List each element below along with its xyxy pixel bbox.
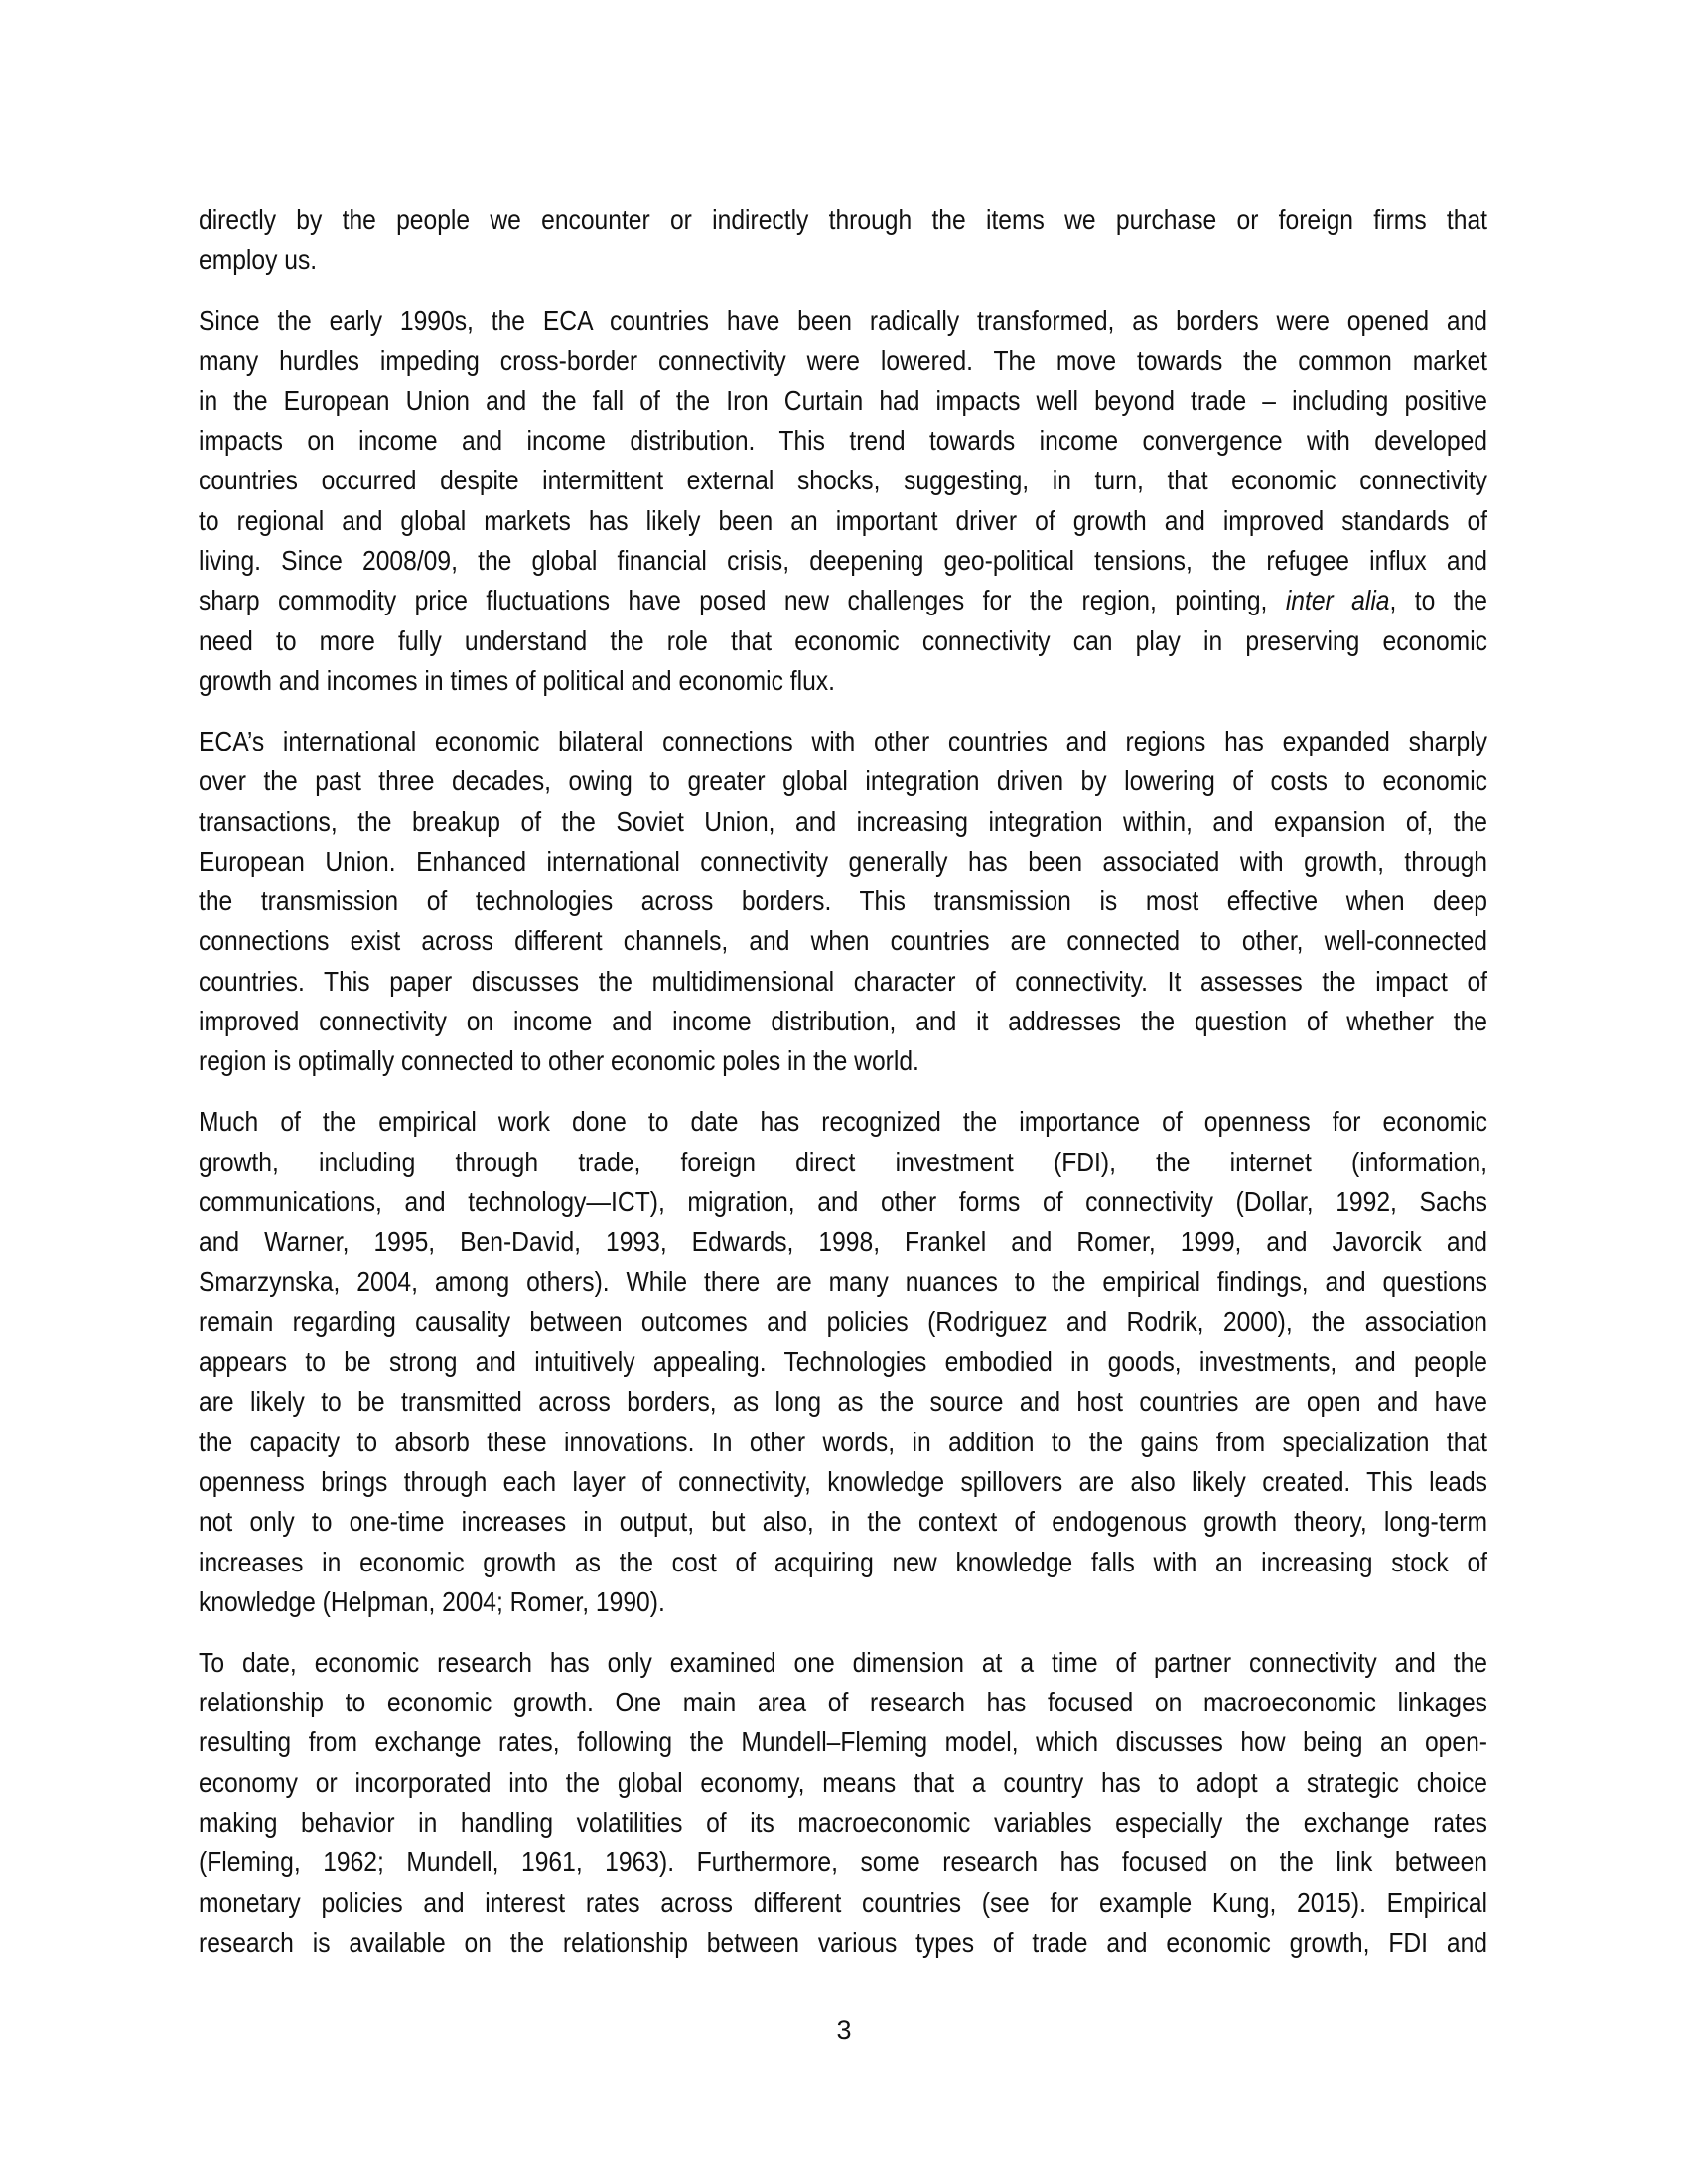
text-line: many hurdles impeding cross-border connectivity were lowered. The move towards the common market (199, 344, 1487, 376)
text-line: countries occurred despite intermittent external shocks, suggesting, in turn, that economic connectivity (199, 465, 1487, 496)
paragraph-3 (199, 722, 1487, 1082)
text-line: living. Since 2008/09, the global financial crisis, deepening geo-political tensions, the refugee influx and (199, 545, 1487, 577)
text-line: Smarzynska, 2004, among others). While there are many nuances to the empirical findings, and questions (199, 1266, 1487, 1297)
text-line: growth, including through trade, foreign direct investment (FDI), the internet (information, (199, 1146, 1487, 1177)
paragraph-5 (199, 1643, 1487, 1963)
text-line: Much of the empirical work done to date has recognized the importance of openness for economic (199, 1106, 1487, 1138)
text-line: (Fleming, 1962; Mundell, 1961, 1963). Furthermore, some research has focused on the link between (199, 1846, 1487, 1878)
text-line: monetary policies and interest rates across different countries (see for example Kung, 2015). Empirical (199, 1886, 1487, 1918)
text-line: Since the early 1990s, the ECA countries have been radically transformed, as borders were opened and (199, 305, 1487, 337)
text-line: making behavior in handling volatilities of its macroeconomic variables especially the exchange rates (199, 1807, 1487, 1839)
text-run: , to the (1389, 585, 1487, 616)
text-line: countries. This paper discusses the multidimensional character of connectivity. It assesses the impact of (199, 965, 1487, 997)
text-line: economy or incorporated into the global economy, means that a country has to adopt a strategic choice (199, 1766, 1487, 1798)
text-line: European Union. Enhanced international connectivity generally has been associated with growth, through (199, 845, 1487, 877)
text-line: need to more fully understand the role that economic connectivity can play in preserving economic (199, 624, 1487, 656)
text-line: impacts on income and income distribution. This trend towards income convergence with developed (199, 425, 1487, 457)
text-line: directly by the people we encounter or indirectly through the items we purchase or foreign firms that (199, 205, 1487, 235)
text-run: sharp commodity price fluctuations have posed new challenges for the region, pointing, (199, 585, 1286, 616)
text-line: are likely to be transmitted across borders, as long as the source and host countries are open and have (199, 1386, 1487, 1418)
text-line: communications, and technology—ICT), migration, and other forms of connectivity (Dollar, 1992, Sachs (199, 1185, 1487, 1217)
body-text (199, 201, 1487, 1983)
text-line: relationship to economic growth. One main area of research has focused on macroeconomic linkages (199, 1687, 1487, 1718)
text-line: employ us. (199, 244, 318, 276)
paragraph-2 (199, 301, 1487, 701)
text-line: appears to be strong and intuitively appealing. Technologies embodied in goods, investments, and people (199, 1346, 1487, 1378)
text-line: research is available on the relationship between various types of trade and economic growth, FDI and (199, 1926, 1487, 1958)
text-line: improved connectivity on income and income distribution, and it addresses the question of whether the (199, 1006, 1487, 1037)
page-number: 3 (836, 2015, 852, 2045)
text-line: to regional and global markets has likely been an important driver of growth and improved standards of (199, 504, 1487, 536)
text-line: knowledge (Helpman, 2004; Romer, 1990). (199, 1585, 665, 1617)
text-line: ECA’s international economic bilateral connections with other countries and regions has expanded sharply (199, 725, 1487, 756)
paragraph-1 (199, 201, 1487, 281)
text-line: transactions, the breakup of the Soviet Union, and increasing integration within, and expansion of, the (199, 805, 1487, 837)
text-line: connections exist across different channels, and when countries are connected to other, well-connected (199, 925, 1487, 957)
text-line: increases in economic growth as the cost of acquiring new knowledge falls with an increasing stock of (199, 1546, 1487, 1577)
text-line: remain regarding causality between outcomes and policies (Rodriguez and Rodrik, 2000), the association (199, 1305, 1487, 1337)
text-line: the transmission of technologies across borders. This transmission is most effective when deep (199, 886, 1487, 917)
text-line: over the past three decades, owing to greater global integration driven by lowering of costs to economic (199, 765, 1487, 797)
text-line: not only to one-time increases in output, but also, in the context of endogenous growth theory, long-term (199, 1506, 1487, 1538)
text-line: and Warner, 1995, Ben-David, 1993, Edwards, 1998, Frankel and Romer, 1999, and Javorcik and (199, 1226, 1487, 1258)
italic-term: inter alia (1285, 585, 1390, 616)
text-line: in the European Union and the fall of the Iron Curtain had impacts well beyond trade – including positive (199, 384, 1487, 416)
text-line: resulting from exchange rates, following the Mundell–Fleming model, which discusses how being an open- (199, 1726, 1487, 1758)
text-line: region is optimally connected to other economic poles in the world. (199, 1045, 919, 1077)
text-line (199, 581, 1487, 620)
text-line: the capacity to absorb these innovations. In other words, in addition to the gains from specialization that (199, 1426, 1487, 1457)
text-line: growth and incomes in times of political and economic flux. (199, 664, 835, 696)
text-line: To date, economic research has only examined one dimension at a time of partner connectivity and the (199, 1646, 1487, 1678)
paragraph-4 (199, 1102, 1487, 1622)
text-line: openness brings through each layer of connectivity, knowledge spillovers are also likely created. This leads (199, 1465, 1487, 1497)
